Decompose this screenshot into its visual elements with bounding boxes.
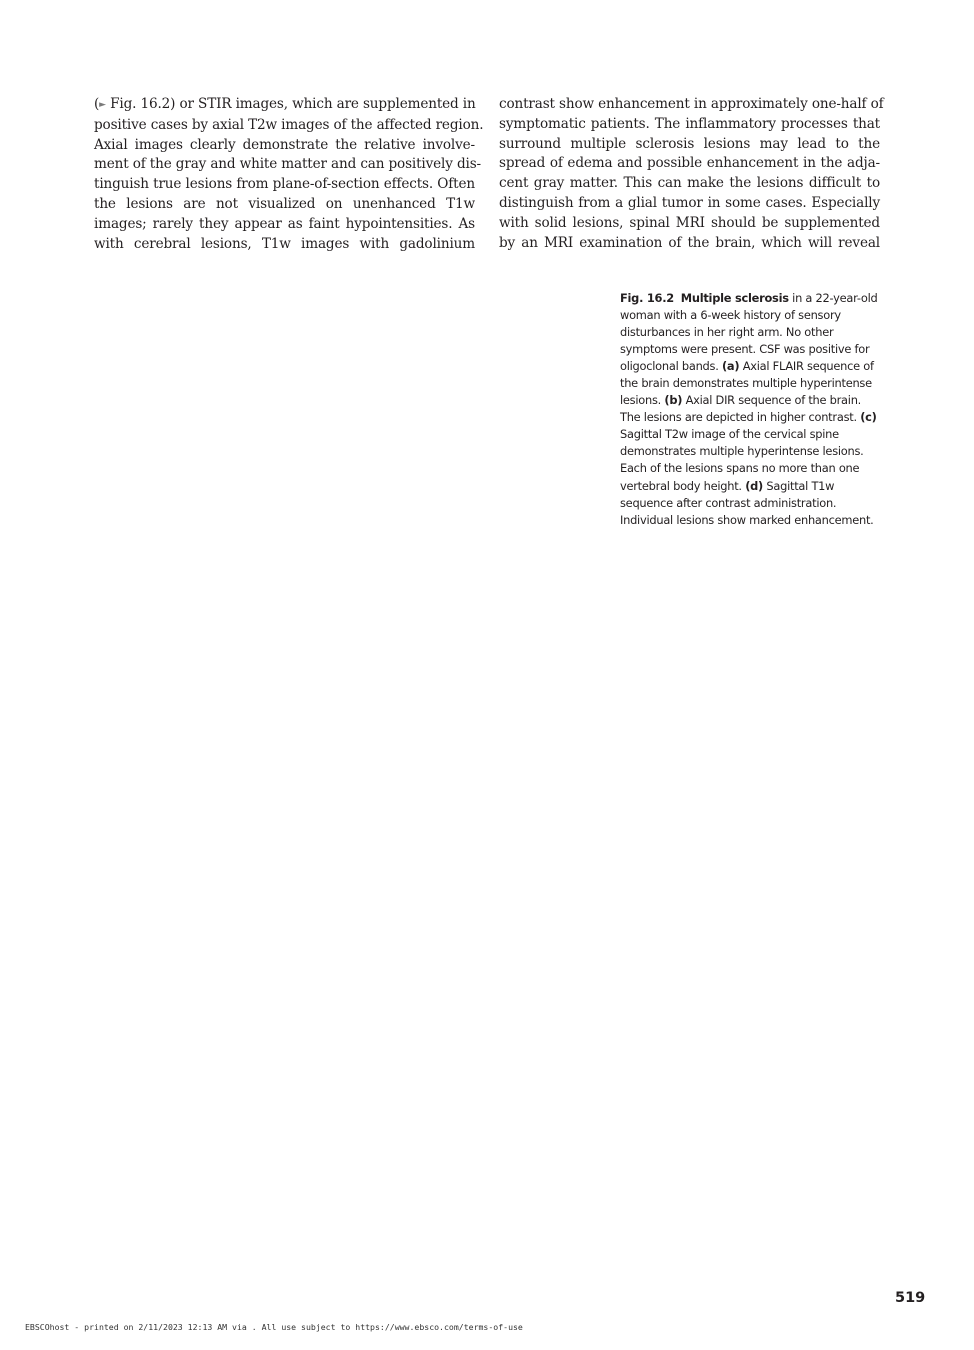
figure-title: Multiple sclerosis xyxy=(680,291,789,305)
text-line: by an MRI examination of the brain, which will reveal xyxy=(499,234,880,251)
figure-label: Fig. 16.2 xyxy=(620,291,674,305)
text-line: contrast show enhancement in approximately one-half of xyxy=(499,96,884,112)
page-number: 519 xyxy=(895,1290,926,1306)
text-line: surround multiple sclerosis lesions may lead to the xyxy=(499,135,880,152)
text-line xyxy=(94,95,475,116)
text-line: cent gray matter. This can make the lesions difficult to xyxy=(499,175,880,192)
figure-caption xyxy=(620,290,882,529)
print-footer: EBSCOhost - printed on 2/11/2023 12:13 AM via . All use subject to https://www.ebsco.com/terms-of-use xyxy=(25,1322,523,1332)
caption-part-c-label: (c) xyxy=(860,410,877,425)
text-line: positive cases by axial T2w images of the affected region. xyxy=(94,116,484,133)
caption-part-a-label: (a) xyxy=(721,359,740,374)
caption-part-b-label: (b) xyxy=(664,393,683,408)
cross-reference-arrow-icon: ► xyxy=(99,100,106,110)
text-line: ment of the gray and white matter and can positively dis- xyxy=(94,156,481,173)
text-line: Axial images clearly demonstrate the relative involve- xyxy=(94,136,475,153)
caption-part-a-text: Axial FLAIR sequence of the brain demonstrates multiple hyperintense lesions. xyxy=(620,359,874,408)
caption-part-c-text: Sagittal T2w image of the cervical spine demonstrates multiple hyperintense lesions. Each of the lesions spans no more than one vertebral body height. xyxy=(620,427,864,493)
text-line: images; rarely they appear as faint hypointensities. As xyxy=(94,215,475,232)
text-line: spread of edema and possible enhancement in the adja- xyxy=(499,155,880,172)
caption-part-d-label: (d) xyxy=(745,478,764,493)
text-line: with solid lesions, spinal MRI should be supplemented xyxy=(499,214,880,231)
caption-intro: in a 22-year-old woman with a 6-week history of sensory disturbances in her right arm. No other symptoms were present. CSF was positive for oligoclonal bands. xyxy=(620,291,878,374)
text-line-1-rest: Fig. 16.2) or STIR images, which are supplemented in xyxy=(105,96,476,112)
open-paren: ( xyxy=(94,96,100,112)
text-line: with cerebral lesions, T1w images with gadolinium xyxy=(94,235,475,252)
text-line: the lesions are not visualized on unenhanced T1w xyxy=(94,195,475,212)
caption-part-b-text: Axial DIR sequence of the brain. The lesions are depicted in higher contrast. xyxy=(620,393,862,425)
body-text-right-column xyxy=(499,95,884,253)
caption-part-d-text: Sagittal T1w sequence after contrast administration. Individual lesions show marked enhancement. xyxy=(620,478,874,527)
text-line: symptomatic patients. The inflammatory processes that xyxy=(499,115,880,132)
text-line: distinguish from a glial tumor in some cases. Especially xyxy=(499,194,880,211)
body-text-left-column xyxy=(94,95,484,254)
text-line: tinguish true lesions from plane-of-section effects. Often xyxy=(94,176,475,193)
